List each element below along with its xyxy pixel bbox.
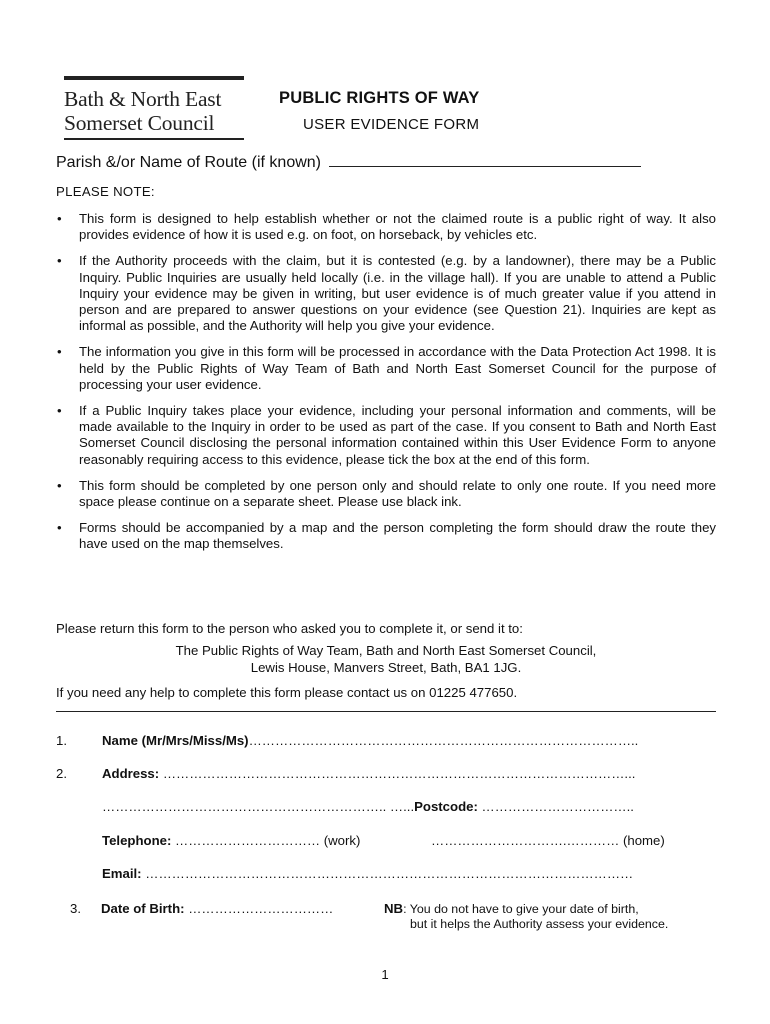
name-dots: …………………………………………………………………………….. xyxy=(248,733,639,748)
page-number: 1 xyxy=(381,967,389,982)
note-item xyxy=(56,253,716,334)
telephone-label: Telephone: xyxy=(102,833,172,848)
note-item xyxy=(56,520,716,552)
note-item xyxy=(56,403,716,468)
note-item xyxy=(56,344,716,393)
note-text: The information you give in this form will be processed in accordance with the Data Protection Act 1998. It is held by the Public Rights of Way Team of Bath and North East Somerset Council for the purpose of processing your user evidence. xyxy=(79,344,716,392)
address-line-2-dots: ……………………………………………………….. …... xyxy=(102,799,415,814)
logo-line-1: Bath & North East xyxy=(64,87,222,111)
note-text: Forms should be accompanied by a map and the person completing the form should draw the route they have used on the map themselves. xyxy=(79,520,716,552)
email-label: Email: xyxy=(102,866,142,881)
work-label: (work) xyxy=(323,833,361,848)
home-label: (home) xyxy=(622,833,665,848)
postcode-label: Postcode: xyxy=(414,799,478,814)
address-line-2: Lewis House, Manvers Street, Bath, BA1 1JG. xyxy=(250,659,522,675)
nb-note xyxy=(384,901,639,916)
note-heading: PLEASE NOTE: xyxy=(56,184,155,199)
note-text: This form is designed to help establish whether or not the claimed route is a public right of way. It also provides evidence of how it is used e.g. on foot, on horseback, by vehicles etc. xyxy=(79,211,716,243)
parish-route-field xyxy=(56,153,641,172)
postcode-dots: …………………………….. xyxy=(481,799,634,814)
note-text: This form should be completed by one person only and should relate to only one route. If you need more space please continue on a separate sheet. Please use black ink. xyxy=(79,477,716,510)
note-text: If a Public Inquiry takes place your evidence, including your personal information and comments, will be made available to the Inquiry in order to be used as part of the case. If you consent to Bath and North East Somerset Council disclosing the personal information contained within this User Evidence Form to anyone reasonably requiring access to this evidence, please tick the box at the end of this form. xyxy=(79,403,716,467)
name-label: Name (Mr/Mrs/Miss/Ms) xyxy=(102,733,249,748)
return-instructions: Please return this form to the person who asked you to complete it, or send it to: xyxy=(56,621,523,636)
telephone-home-dots: ………………………….………… xyxy=(431,833,620,848)
telephone-work-dots: …………………………… xyxy=(175,833,321,848)
logo-line-2: Somerset Council xyxy=(64,111,215,135)
parish-route-label: Parish &/or Name of Route (if known) xyxy=(56,154,321,171)
address-line-2-field[interactable] xyxy=(102,799,634,814)
email-field[interactable] xyxy=(102,866,633,881)
nb-text-2: but it helps the Authority assess your evidence. xyxy=(410,917,669,931)
form-subtitle: USER EVIDENCE FORM xyxy=(303,116,480,133)
notes-list xyxy=(56,211,716,563)
address-label: Address: xyxy=(102,766,160,781)
bullet-icon: • xyxy=(57,477,62,493)
note-text: If the Authority proceeds with the claim, but it is contested (e.g. by a landowner), there may be a Public Inquiry. Public Inquiries are usually held locally (i.e. in the village hall). If you are unable to attend a Public Inquiry your evidence may be given in writing, but user evidence is of much greater value if you attend in person and are prepared to answer questions on your evidence (see Question 21). Inquiries are kept as informal as possible, and the Authority will help you give your evidence. xyxy=(79,253,716,334)
council-logo xyxy=(64,76,244,140)
date-of-birth-dots: …………………………… xyxy=(188,901,334,916)
date-of-birth-field[interactable] xyxy=(101,901,333,916)
note-item xyxy=(56,478,716,510)
address-field[interactable] xyxy=(102,766,635,781)
parish-route-blank[interactable] xyxy=(329,153,641,167)
name-field[interactable] xyxy=(102,733,638,748)
q2-number: 2. xyxy=(56,766,67,781)
address-line-1: The Public Rights of Way Team, Bath and North East Somerset Council, xyxy=(175,643,597,658)
telephone-home-field[interactable] xyxy=(431,833,665,848)
form-title: PUBLIC RIGHTS OF WAY xyxy=(279,89,480,107)
date-of-birth-label: Date of Birth: xyxy=(101,901,185,916)
bullet-icon: • xyxy=(57,403,62,419)
nb-text-1: : You do not have to give your date of birth, xyxy=(403,902,639,916)
bullet-icon: • xyxy=(57,211,62,226)
section-divider xyxy=(56,711,716,712)
note-item xyxy=(56,211,716,243)
bullet-icon: • xyxy=(57,253,62,269)
nb-label: NB xyxy=(384,901,404,916)
email-dots: ………………………………………………………………………………………………… xyxy=(145,866,634,881)
help-contact: If you need any help to complete this form please contact us on 01225 477650. xyxy=(56,685,518,700)
telephone-field[interactable] xyxy=(102,833,360,848)
q1-number: 1. xyxy=(56,733,67,748)
q3-number: 3. xyxy=(70,901,81,916)
return-address xyxy=(56,643,716,676)
bullet-icon: • xyxy=(57,520,62,536)
address-dots: ……………………………………………………………………………………………... xyxy=(162,766,636,781)
logo-bottom-bar xyxy=(64,138,244,140)
logo-top-bar xyxy=(64,76,244,80)
bullet-icon: • xyxy=(57,344,62,360)
